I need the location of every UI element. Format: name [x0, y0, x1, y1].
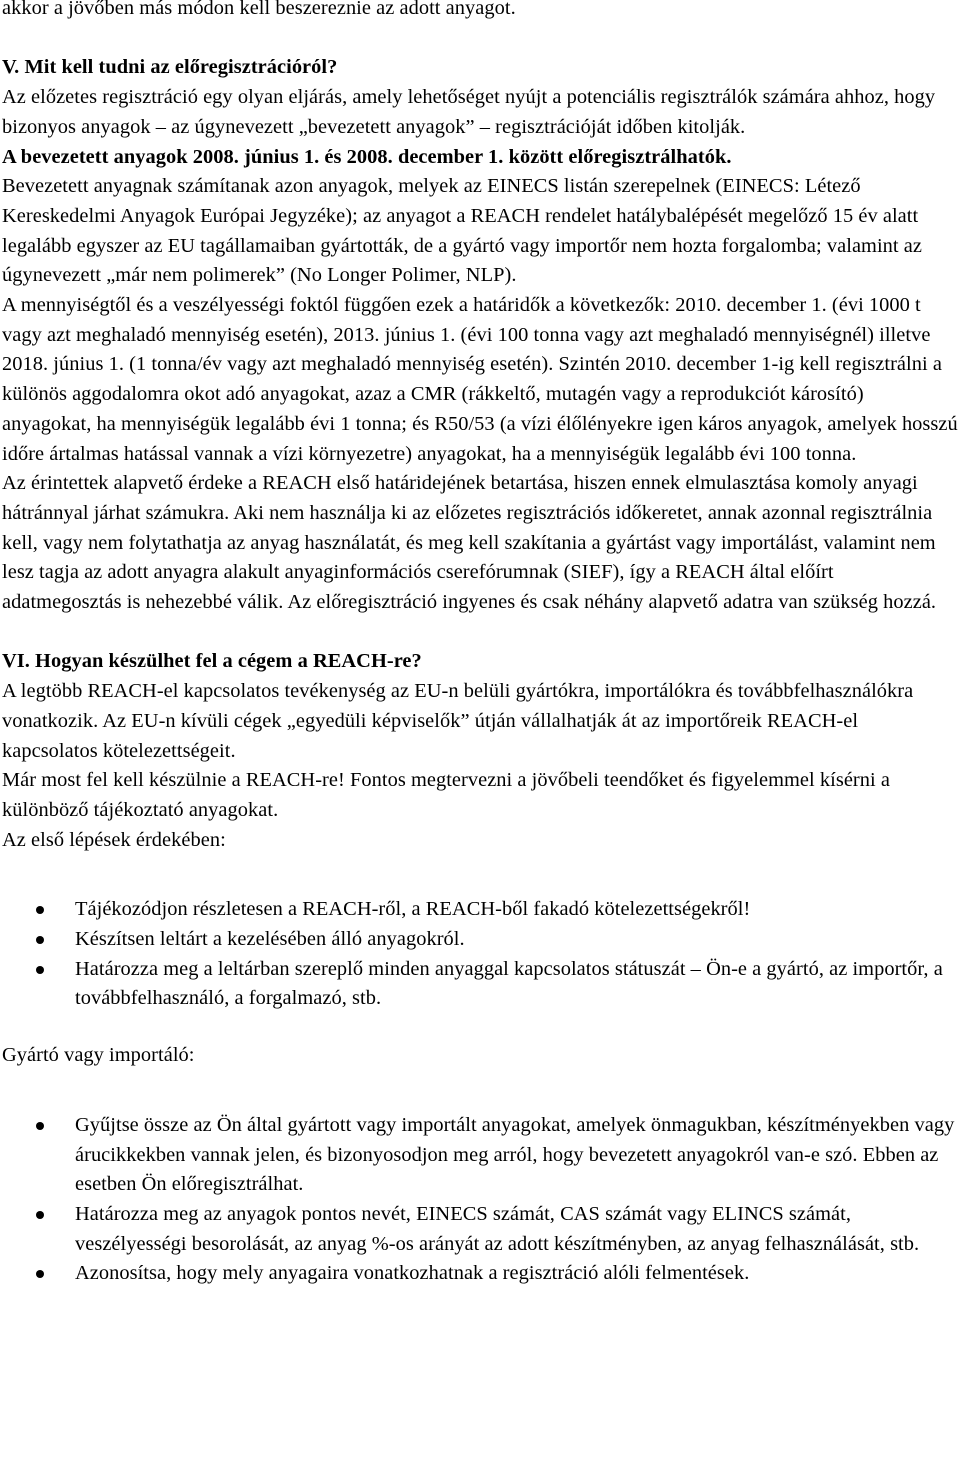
section-5-heading: V. Mit kell tudni az előregisztrációról? [2, 56, 338, 79]
list-item-text: Tájékozódjon részletesen a REACH-ről, a REACH-ből fakadó kötelezettségekről! [75, 898, 751, 921]
section-5-paragraph-2: Bevezetett anyagnak számítanak azon anyagok, melyek az EINECS listán szerepelnek (EINECS: Létező Kereskedelmi Anyagok Európai Jegyzéke); az anyagot a REACH rendelet hatálybalépését megelőző 15 év alatt legalább egyszer az EU tagállamaiban gyártották, de a gyártó vagy importőr nem hozta forgalomba; valamint az úgynevezett „már nem polimerek” (No Longer Polimer, NLP). [2, 175, 922, 287]
section-5-paragraph-3: A mennyiségtől és a veszélyességi foktól függően ezek a határidők a következők: 2010. december 1. (évi 1000 t vagy azt meghaladó mennyiség esetén), 2013. június 1. (évi 100 tonna vagy azt meghaladó mennyiségnél) illetve 2018. június 1. (1 tonna/év vagy azt meghaladó mennyiség esetén). Szintén 2010. december 1-ig kell regisztrálni a különös aggodalomra okot adó anyagokat, azaz a CMR (rákkeltő, mutagén vagy a reprodukciót károsító) anyagokat, ha mennyiségük legalább évi 1 tonna; és R50/53 (a vízi élőlényekre igen káros anyagok, amelyek hosszú időre ártalmas hatással vannak a vízi környezetre) anyagokat, ha a mennyiségük legalább évi 100 tonna. [2, 294, 958, 465]
list-item-text: Gyűjtse össze az Ön által gyártott vagy importált anyagokat, amelyek önmagukban, készítményekben vagy árucikkekben vannak jelen, és bizonyosodjon meg arról, hogy bevezetett anyagokról van-e szó. Ebben az esetben Ön előregisztrálhat. [75, 1113, 955, 1196]
producer-steps-list [2, 1111, 958, 1289]
list-item [2, 955, 958, 1014]
bullet-icon [36, 906, 44, 914]
paragraph-gap [2, 618, 958, 648]
section-6 [2, 647, 958, 1289]
continuation-line: akkor a jövőben más módon kell beszereznie az adott anyagot. [2, 0, 516, 19]
list-item-text: Készítsen leltárt a kezelésében álló anyagokról. [75, 928, 465, 951]
section-6-paragraph-1: A legtöbb REACH-el kapcsolatos tevékenység az EU-n belüli gyártókra, importálókra és továbbfelhasználókra vonatkozik. Az EU-n kívüli cégek „egyedüli képviselők” útján vállalhatják át az importőreik REACH-el kapcsolatos kötelezettségeit. [2, 680, 914, 762]
bullet-icon [36, 1270, 44, 1278]
list-item-text: Azonosítsa, hogy mely anyagaira vonatkozhatnak a regisztráció alóli felmentések. [75, 1262, 750, 1285]
first-steps-intro: Az első lépések érdekében: [2, 828, 226, 851]
paragraph-gap [2, 24, 958, 54]
list-item [2, 925, 958, 955]
list-item [2, 1200, 958, 1259]
list-item [2, 1259, 958, 1289]
section-5 [2, 53, 958, 617]
list-item [2, 895, 958, 925]
list-item [2, 1111, 958, 1200]
bullet-icon [36, 936, 44, 944]
list-gap [2, 855, 958, 895]
bullet-icon [36, 1211, 44, 1219]
bullet-icon [36, 966, 44, 974]
first-steps-list [2, 895, 958, 1014]
section-6-heading: VI. Hogyan készülhet fel a cégem a REACH-re? [2, 650, 422, 673]
section-6-paragraph-2: Már most fel kell készülnie a REACH-re! Fontos megtervezni a jövőbeli teendőket és figyelemmel kísérni a különböző tájékoztató anyagokat. [2, 769, 890, 821]
section-5-deadline-line: A bevezetett anyagok 2008. június 1. és 2008. december 1. között előregisztrálhatók. [2, 145, 732, 168]
producer-intro: Gyártó vagy importáló: [2, 1044, 195, 1067]
section-5-paragraph-1: Az előzetes regisztráció egy olyan eljárás, amely lehetőséget nyújt a potenciális regisztrálók számára ahhoz, hogy bizonyos anyagok – az úgynevezett „bevezetett anyagok” – regisztrációját időben kitolják. [2, 86, 936, 138]
bullet-icon [36, 1122, 44, 1130]
section-5-paragraph-4: Az érintettek alapvető érdeke a REACH első határidejének betartása, hiszen ennek elmulasztása komoly anyagi hátránnyal járhat számukra. Aki nem használja ki az előzetes regisztrációs időkeretet, annak azonnal regisztrálnia kell, vagy nem folytathatja az anyag használatát, és meg kell szakítania a gyártást vagy importálást, valamint nem lesz tagja az adott anyagra alakult anyaginformációs cserefórumnak (SIEF), így a REACH által előírt adatmegosztás is nehezebbé válik. Az előregisztráció ingyenes és csak néhány alapvető adatra van szükség hozzá. [2, 472, 937, 614]
list-gap [2, 1071, 958, 1111]
list-item-text: Határozza meg az anyagok pontos nevét, EINECS számát, CAS számát vagy ELINCS számát, veszélyességi besorolását, az anyag %-os arányát az adott készítményben, az anyag felhasználását, stb. [75, 1202, 920, 1255]
list-item-text: Határozza meg a leltárban szereplő minden anyaggal kapcsolatos státuszát – Ön-e a gyártó, az importőr, a továbbfelhasználó, a forgalmazó, stb. [75, 957, 943, 1010]
list-gap [2, 1014, 958, 1041]
